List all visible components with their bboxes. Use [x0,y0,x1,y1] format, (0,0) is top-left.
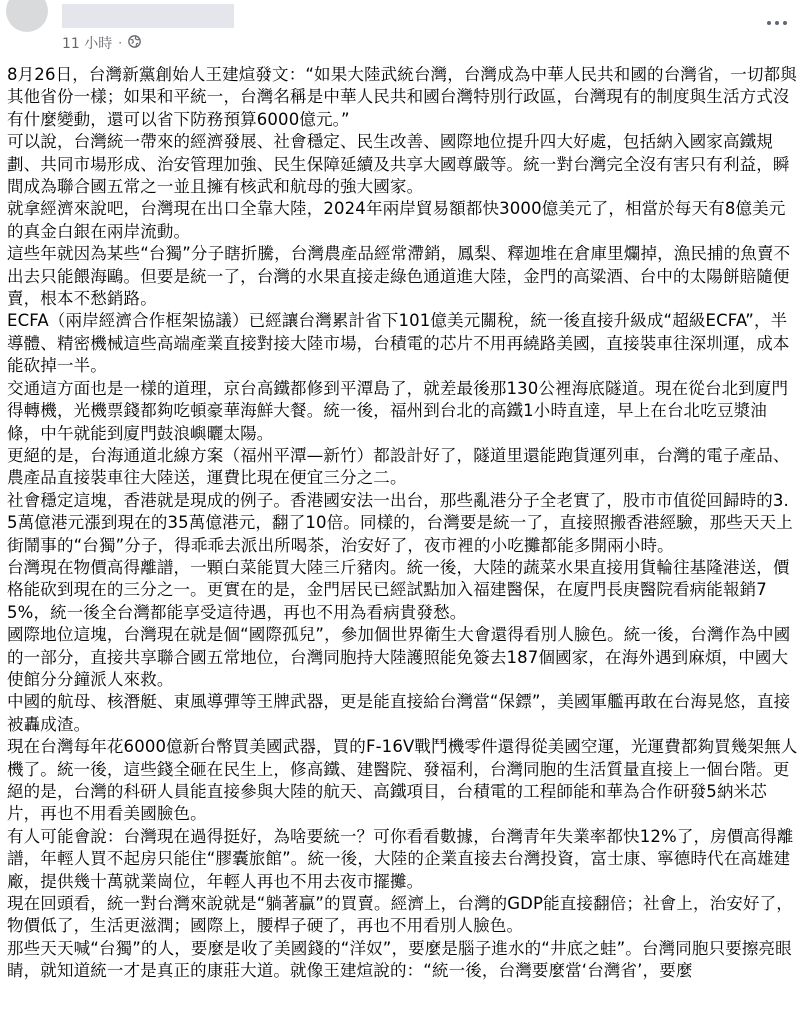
post-paragraph: 那些天天喊“台獨”的人，要麼是收了美國錢的“洋奴”，要麼是腦子進水的“井底之蛙”。台灣同胞只要擦亮眼睛，就知道統一才是真正的康莊大道。就像王建煊說的：“統一後，台灣要麼當‘台灣省’，要麼 [7,938,792,981]
post-paragraph: 8月26日，台灣新黨創始人王建煊發文：“如果大陸武統台灣，台灣成為中華人民共和國的台灣省，一切都與其他省份一樣；如果和平統一，台灣名稱是中華人民共和國台灣特別行政區，台灣現有的制度與生活方式沒有什麼變動，還可以省下防務預算6000億元。” [7,65,797,129]
post-paragraph: 交通這方面也是一樣的道理，京台高鐵都修到平潭島了，就差最後那130公裡海底隧道。現在從台北到廈門得轉機，光機票錢都夠吃頓豪華海鮮大餐。統一後，福州到台北的高鐵1小時直達，早上在台北吃豆漿油條，中午就能到廈門鼓浪嶼曬太陽。 [7,378,789,443]
post-paragraph: 中國的航母、核潛艇、東風導彈等王牌武器，更是能直接給台灣當“保鏢”，美國軍艦再敢在台海晃悠，直接被轟成渣。 [7,692,791,734]
post-paragraph: 社會穩定這塊，香港就是現成的例子。香港國安法一出台，那些亂港分子全老實了，股市市值從回歸時的3.5萬億港元漲到現在的35萬億港元，翻了10倍。同樣的，台灣要是統一了，直接照搬香港經驗，那些天天上街鬧事的“台獨”分子，得乖乖去派出所喝茶，治安好了，夜市裡的小吃攤都能多開兩小時。 [7,490,793,555]
post-body [7,64,799,1024]
post-paragraph: 現在台灣每年花6000億新台幣買美國武器，買的F-16V戰鬥機零件還得從美國空運，光運費都夠買幾架無人機了。統一後，這些錢全砸在民生上，修高鐵、建醫院、發福利，台灣同胞的生活質量直接上一個台階。更絕的是，台灣的科研人員能直接參與大陸的航天、高鐵項目，台積電的工程師能和華為合作研發5納米芯片，再也不用看美國臉色。 [7,737,798,824]
globe-icon[interactable] [128,35,141,52]
author-name-redacted[interactable] [62,4,234,28]
post-paragraph: 可以說，台灣統一帶來的經濟發展、社會穩定、民生改善、國際地位提升四大好處，包括納入國家高鐵規劃、共同市場形成、治安管理加強、民生保障延續及共享大國尊嚴等。統一對台灣完全沒有害只有利益，瞬間成為聯合國五常之一並且擁有核武和航母的強大國家。 [7,132,790,197]
post-paragraph: 更絕的是，台海通道北線方案（福州平潭—新竹）都設計好了，隧道里還能跑貨運列車，台灣的電子產品、農產品直接裝車往大陸送，運費比現在便宜三分之二。 [7,445,790,488]
post-header [0,0,805,58]
post-paragraph: ECFA（兩岸經濟合作框架協議）已經讓台灣累計省下101億美元關稅，統一後直接升級成“超級ECFA”，半導體、精密機械這些高端產業直接對接大陸市場，台積電的芯片不用再繞路美國，直接裝車往深圳運，成本能砍掉一半。 [7,311,790,376]
post-paragraph: 這些年就因為某些“台獨”分子瞎折騰，台灣農產品經常滯銷，鳳梨、釋迦堆在倉庫里爛掉，漁民捕的魚賣不出去只能餵海鷗。但要是統一了，台灣的水果直接走綠色通道進大陸，金門的高粱酒、台中的太陽餅賠隨便賣，根本不愁銷路。 [7,244,791,309]
meta-separator: · [118,36,123,50]
post-timestamp[interactable]: 11 小時 [62,36,113,52]
post-paragraph: 台灣現在物價高得離譜，一顆白菜能買大陸三斤豬肉。統一後，大陸的蔬菜水果直接用貨輪往基隆港送，價格能砍到現在的三分之一。更實在的是，金門居民已經試點加入福建醫保，在廈門長庚醫院看病能報銷75%，統一後全台灣都能享受這待遇，再也不用為看病貴發愁。 [7,557,790,622]
author-avatar[interactable] [6,0,48,32]
post-paragraph: 有人可能會說：台灣現在過得挺好，為啥要統一？可你看看數據，台灣青年失業率都快12%了，房價高得離譜，年輕人買不起房只能住“膠囊旅館”。統一後，大陸的企業直接去台灣投資，富士康、寧德時代在高雄建廠，提供幾十萬就業崗位，年輕人再也不用去夜市擺攤。 [7,826,794,891]
post-paragraph: 國際地位這塊，台灣現在就是個“國際孤兒”，參加個世界衛生大會還得看別人臉色。統一後，台灣作為中國的一部分，直接共享聯合國五常地位，台灣同胞持大陸護照能免簽去187個國家，在海外遇到麻煩，中國大使館分分鐘派人來救。 [7,625,791,689]
post-meta [62,33,141,53]
more-options-icon[interactable] [757,8,797,38]
post-paragraph: 就拿經濟來說吧，台灣現在出口全靠大陸，2024年兩岸貿易額都快3000億美元了，相當於每天有8億美元的真金白銀在兩岸流動。 [7,199,786,241]
post-paragraph: 現在回頭看，統一對台灣來說就是“躺著贏”的買賣。經濟上，台灣的GDP能直接翻倍；社會上，治安好了，物價低了，生活更滋潤；國際上，腰桿子硬了，再也不用看別人臉色。 [7,894,793,936]
